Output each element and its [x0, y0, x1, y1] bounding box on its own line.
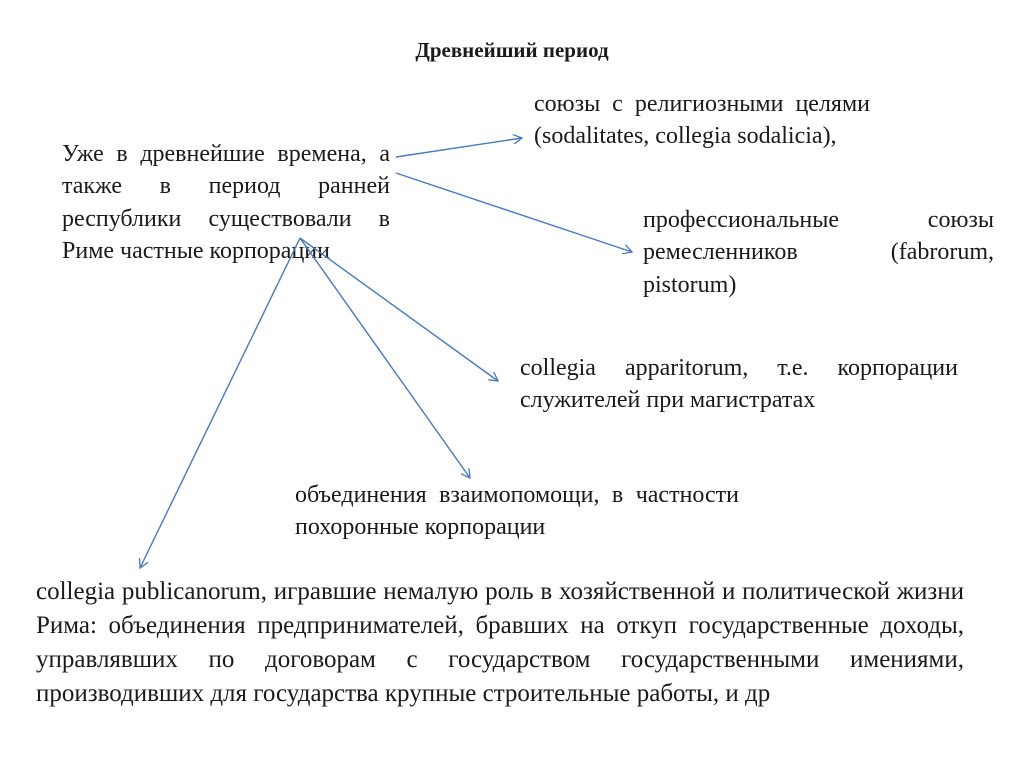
target-religious-unions: союзы с религиозными целями (sodalitates, collegia sodalicia), — [534, 91, 870, 150]
target-craftsmen-unions: профессиональные союзы ремесленников (fabrorum, pistorum) — [643, 207, 994, 298]
slide-title: Древнейший период — [415, 38, 609, 62]
arrow-to-collegia-apparitorum — [300, 238, 498, 381]
arrow-to-mutual-aid — [300, 238, 470, 478]
arrow-to-religious-unions — [396, 138, 522, 157]
arrow-to-craftsmen-unions — [396, 173, 632, 252]
target-collegia-publicanorum: collegia publicanorum, игравшие немалую роль в хозяйственной и политической жизни Рима: объединения предпринимателей, бравших на откуп государственные доходы, управлявших по договорам с государством государственными имениями, производивших для государства крупные строительные работы, и др — [36, 578, 964, 707]
target-mutual-aid: объединения взаимопомощи, в частности похоронные корпорации — [295, 482, 739, 541]
source-text-private-corporations: Уже в древнейшие времена, а также в период ранней республики существовали в Риме частные корпорации — [62, 141, 390, 265]
target-collegia-apparitorum: collegia apparitorum, т.е. корпорации служителей при магистратах — [520, 355, 958, 414]
arrow-to-collegia-publicanorum — [140, 238, 300, 568]
